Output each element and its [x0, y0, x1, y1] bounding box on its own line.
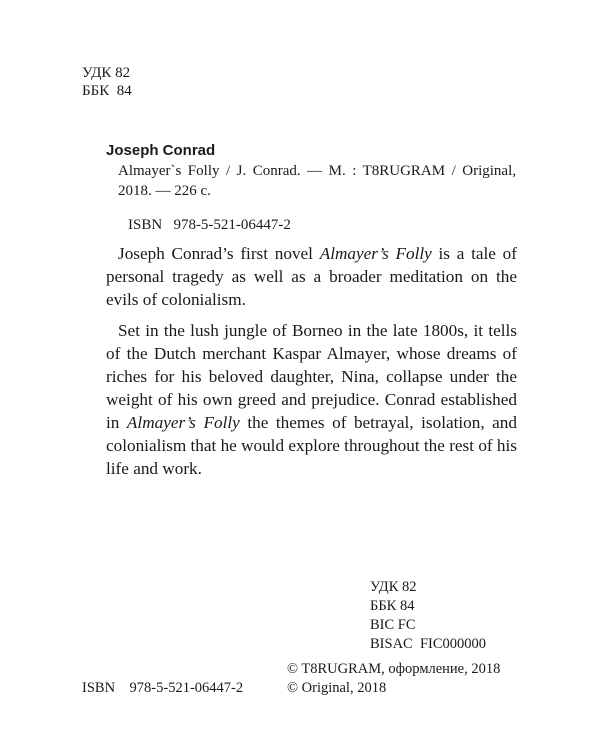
- bisac-code: BISAC FIC000000: [370, 636, 487, 652]
- annotation-text: Set in the lush jungle of Borneo in the late 1800s, it tells of the Dutch merchant Kaspar Almayer, whose dreams of riches for his beloved daughter, Nina, collapse under the weight of his own greed and prejudice. Conrad established in: [106, 321, 517, 432]
- book-title-italic: Almayer’s Folly: [126, 413, 240, 432]
- record-text: Almayer`s Folly / J. Conrad. — M. : T8RUGRAM / Original, 2018. — 226 c.: [118, 163, 516, 199]
- annotation-text: is a tale of personal tragedy as well as a broader meditation on the evils of colonialism.: [106, 244, 517, 309]
- bbk-code: ББК 84: [370, 598, 415, 614]
- copyright-line: © Original, 2018: [287, 680, 387, 696]
- isbn-value: 978-5-521-06447-2: [129, 680, 244, 696]
- udk-code: УДК 82: [370, 579, 417, 595]
- bibliographic-record: [106, 141, 516, 235]
- annotation-paragraph-1: [106, 242, 517, 311]
- annotation: [106, 242, 517, 488]
- bic-code: BIC FC: [370, 617, 416, 633]
- book-title-italic: Almayer’s Folly: [319, 244, 432, 263]
- isbn-label: ISBN: [82, 680, 116, 696]
- annotation-text: the themes of betrayal, isolation, and colonialism that he would explore throughout the rest of his life and work.: [106, 413, 517, 478]
- record-isbn: [106, 215, 516, 235]
- classification-codes-bottom: [370, 578, 486, 654]
- author-name: Joseph Conrad: [106, 142, 216, 159]
- isbn-value: 978-5-521-06447-2: [173, 217, 291, 233]
- bbk-code: ББК 84: [82, 83, 132, 99]
- isbn-label: ISBN: [128, 217, 163, 233]
- classification-codes-top: [82, 64, 132, 100]
- annotation-paragraph-2: [106, 319, 517, 480]
- copyright-line: © T8RUGRAM, оформление, 2018: [287, 661, 501, 677]
- udk-code: УДК 82: [82, 65, 131, 81]
- isbn-bottom: [82, 679, 243, 698]
- annotation-text: Joseph Conrad’s first novel: [118, 244, 320, 263]
- copyright-notice: [287, 660, 500, 698]
